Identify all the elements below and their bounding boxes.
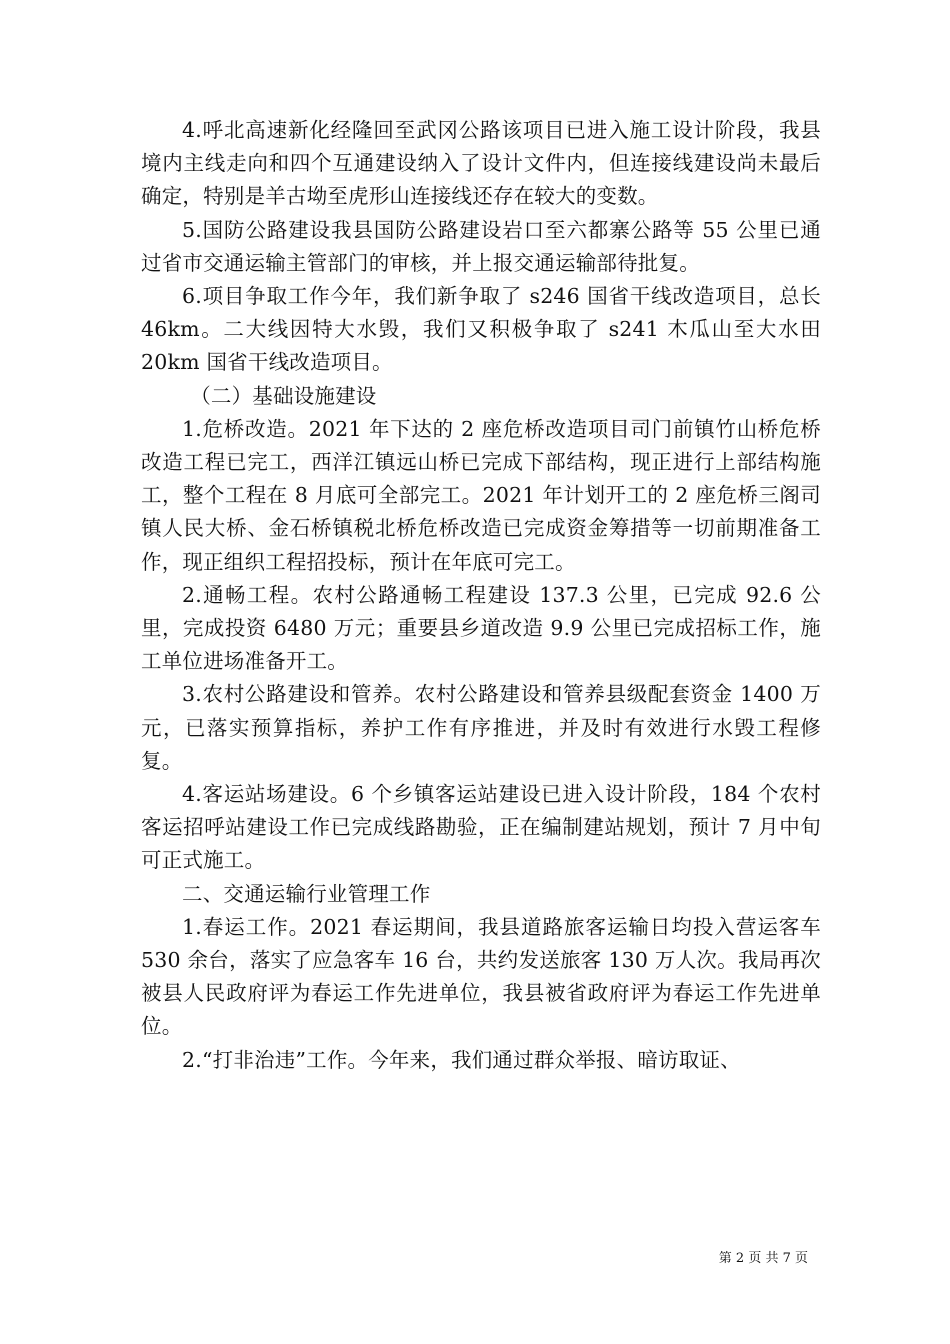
paragraph-item-6: 6.项目争取工作今年，我们新争取了 s246 国省干线改造项目，总长 46km。二大线因特大水毁，我们又积极争取了 s241 木瓜山至大水田 20km 国省干线改造项目。 xyxy=(141,284,821,375)
paragraph-bridge-renovation: 1.危桥改造。2021 年下达的 2 座危桥改造项目司门前镇竹山桥危桥改造工程已完工，西洋江镇远山桥已完成下部结构，现正进行上部结构施工，整个工程在 8 月底可全部完工。2021 年计划开工的 2 座危桥三阁司镇人民大桥、金石桥镇税北桥危桥改造已完成资金筹措等一切前期准备工作，现正组织工程招投标，预计在年底可完工。 xyxy=(141,416,821,574)
body-text xyxy=(141,114,821,1077)
paragraph-rural-road-maintenance: 3.农村公路建设和管养。农村公路建设和管养县级配套资金 1400 万元，已落实预算指标，养护工作有序推进，并及时有效进行水毁工程修复。 xyxy=(141,682,821,773)
paragraph-passenger-stations: 4.客运站场建设。6 个乡镇客运站建设已进入设计阶段，184 个农村客运招呼站建设工作已完成线路勘验，正在编制建站规划，预计 7 月中旬可正式施工。 xyxy=(141,782,821,873)
paragraph-spring-transport: 1.春运工作。2021 春运期间，我县道路旅客运输日均投入营运客车 530 余台，落实了应急客车 16 台，共约发送旅客 130 万人次。我局再次被县人民政府评为春运工作先进单位，我县被省政府评为春运工作先进单位。 xyxy=(141,914,821,1039)
paragraph-road-access: 2.通畅工程。农村公路通畅工程建设 137.3 公里，已完成 92.6 公里，完成投资 6480 万元；重要县乡道改造 9.9 公里已完成招标工作，施工单位进场准备开工。 xyxy=(141,582,821,674)
paragraph-item-4: 4.呼北高速新化经隆回至武冈公路该项目已进入施工设计阶段，我县境内主线走向和四个互通建设纳入了设计文件内，但连接线建设尚未最后确定，特别是羊古坳至虎形山连接线还存在较大的变数。 xyxy=(141,118,821,209)
paragraph-item-5: 5.国防公路建设我县国防公路建设岩口至六都寨公路等 55 公里已通过省市交通运输主管部门的审核，并上报交通运输部待批复。 xyxy=(141,217,821,275)
paragraph-illegal-crackdown: 2.“打非治违”工作。今年来，我们通过群众举报、暗访取证、 xyxy=(182,1047,741,1072)
section-heading-infrastructure: （二）基础设施建设 xyxy=(190,383,377,408)
section-heading-industry-management: 二、交通运输行业管理工作 xyxy=(182,881,431,906)
page-number: 第 2 页 共 7 页 xyxy=(718,1251,808,1266)
